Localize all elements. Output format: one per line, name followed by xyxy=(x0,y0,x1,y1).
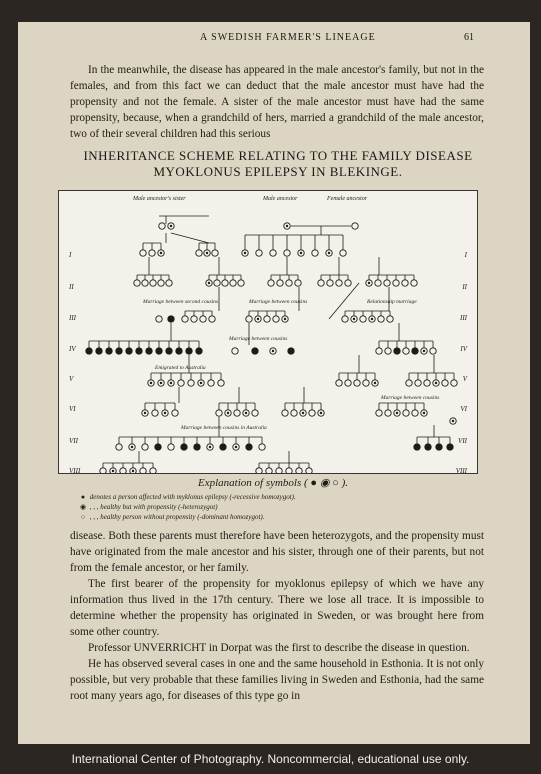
legend-symbol-carrier: ◉ xyxy=(79,503,87,511)
person-symbol-dot xyxy=(368,282,370,284)
person-symbol xyxy=(376,410,382,416)
person-symbol xyxy=(106,348,112,354)
person-symbol xyxy=(375,280,381,286)
person-symbol-dot xyxy=(200,382,202,384)
person-symbol xyxy=(412,410,418,416)
diagram-label: III xyxy=(69,314,76,322)
pedigree-diagram xyxy=(58,190,478,474)
diagram-label: IV xyxy=(69,345,76,353)
person-symbol-dot xyxy=(435,382,437,384)
diagram-label: VIII xyxy=(455,467,467,473)
person-symbol xyxy=(363,380,369,386)
person-symbol xyxy=(309,410,315,416)
person-symbol xyxy=(327,280,333,286)
diagram-label: III xyxy=(460,314,467,322)
person-symbol xyxy=(156,316,162,322)
person-symbol xyxy=(166,348,172,354)
person-symbol xyxy=(402,280,408,286)
person-symbol xyxy=(424,380,430,386)
person-symbol xyxy=(152,410,158,416)
diagram-label: Male ancestor's sister xyxy=(133,196,186,202)
person-symbol xyxy=(86,348,92,354)
legend-text-carrier: , , , healthy but with propensity (-heterozygot) xyxy=(89,503,218,511)
person-symbol xyxy=(150,468,156,473)
person-symbol-dot xyxy=(452,420,454,422)
person-symbol xyxy=(186,348,192,354)
person-symbol xyxy=(246,316,252,322)
person-symbol-dot xyxy=(353,318,355,320)
person-symbol xyxy=(150,280,156,286)
body-paragraph-4: He has observed several cases in one and the same household in Esthonia. It is not only possible, but very probable that these families living in Sweden and Esthonia, had the same root many years ago, for diseases of this type go in xyxy=(70,658,484,702)
pedigree-chart xyxy=(59,191,477,473)
person-symbol xyxy=(403,410,409,416)
person-symbol-dot xyxy=(112,470,114,472)
diagram-label: Marriage between cousins xyxy=(381,395,440,401)
person-symbol xyxy=(194,444,200,450)
person-symbol xyxy=(230,280,236,286)
person-symbol xyxy=(378,316,384,322)
book-page xyxy=(18,22,530,744)
person-symbol xyxy=(126,348,132,354)
person-symbol xyxy=(149,250,155,256)
person-symbol xyxy=(412,348,418,354)
diagram-label: IV xyxy=(460,345,467,353)
diagram-heading-line1: INHERITANCE SCHEME RELATING TO THE FAMILY DISEASE xyxy=(83,148,473,163)
person-symbol xyxy=(451,380,457,386)
person-symbol xyxy=(336,280,342,286)
person-symbol xyxy=(140,468,146,473)
person-symbol xyxy=(306,468,312,473)
person-symbol xyxy=(354,380,360,386)
person-symbol xyxy=(286,468,292,473)
person-symbol xyxy=(447,444,453,450)
person-symbol-dot xyxy=(132,470,134,472)
person-symbol xyxy=(116,348,122,354)
person-symbol-dot xyxy=(302,412,304,414)
diagram-label: Marriage between cousins xyxy=(249,299,308,305)
person-symbol xyxy=(140,250,146,256)
person-symbol xyxy=(385,348,391,354)
person-symbol xyxy=(142,280,148,286)
person-symbol xyxy=(134,280,140,286)
person-symbol xyxy=(246,444,252,450)
person-symbol xyxy=(100,468,106,473)
person-symbol xyxy=(430,348,436,354)
person-symbol-dot xyxy=(272,350,274,352)
person-symbol xyxy=(200,316,206,322)
person-symbol xyxy=(172,410,178,416)
body-text xyxy=(70,528,484,704)
person-symbol xyxy=(276,468,282,473)
person-symbol xyxy=(403,348,409,354)
person-symbol xyxy=(268,280,274,286)
person-symbol-dot xyxy=(245,412,247,414)
person-symbol xyxy=(188,380,194,386)
person-symbol xyxy=(270,250,276,256)
person-symbol xyxy=(220,444,226,450)
person-symbol xyxy=(196,348,202,354)
person-symbol-dot xyxy=(396,412,398,414)
legend-symbol-affected: ● xyxy=(80,493,86,501)
person-symbol xyxy=(340,250,346,256)
person-symbol xyxy=(342,316,348,322)
running-header xyxy=(18,32,530,46)
person-symbol xyxy=(376,348,382,354)
person-symbol xyxy=(166,280,172,286)
person-symbol xyxy=(442,380,448,386)
connector-line xyxy=(171,233,209,243)
legend-row-healthy xyxy=(78,513,264,521)
person-symbol xyxy=(411,280,417,286)
person-symbol xyxy=(414,444,420,450)
diagram-label: Female ancestor xyxy=(327,196,368,202)
person-symbol xyxy=(264,316,270,322)
person-symbol xyxy=(181,444,187,450)
photo-credit: International Center of Photography. Noncommercial, educational use only. xyxy=(71,752,470,766)
person-symbol xyxy=(234,410,240,416)
person-symbol xyxy=(259,444,265,450)
diagram-label: V xyxy=(69,375,74,383)
person-symbol xyxy=(282,410,288,416)
person-symbol-dot xyxy=(170,382,172,384)
person-symbol xyxy=(394,348,400,354)
person-symbol-dot xyxy=(320,412,322,414)
diagram-label: VII xyxy=(458,437,467,445)
person-symbol xyxy=(214,280,220,286)
person-symbol-dot xyxy=(227,412,229,414)
person-symbol xyxy=(178,380,184,386)
diagram-label: VI xyxy=(460,405,467,413)
person-symbol xyxy=(212,250,218,256)
diagram-label: Relationship marriage xyxy=(367,299,417,305)
person-symbol xyxy=(393,280,399,286)
person-symbol xyxy=(182,316,188,322)
person-symbol xyxy=(288,348,294,354)
person-symbol-dot xyxy=(164,412,166,414)
person-symbol-dot xyxy=(244,252,246,254)
person-symbol-dot xyxy=(144,412,146,414)
person-symbol xyxy=(284,250,290,256)
person-symbol-dot xyxy=(208,282,210,284)
running-title: A SWEDISH FARMER'S LINEAGE xyxy=(200,32,376,43)
person-symbol xyxy=(385,410,391,416)
person-symbol xyxy=(191,316,197,322)
person-symbol-dot xyxy=(328,252,330,254)
person-symbol xyxy=(146,348,152,354)
person-symbol-dot xyxy=(374,382,376,384)
legend-symbol-healthy: ○ xyxy=(80,513,86,521)
body-paragraph-2: The first bearer of the propensity for myoklonus epilepsy of which we have any information thus lived in the 17th century. There we lose all trace. It is impossible to determine whether the propensity has originated in Sweden, or was brought here from some other country. xyxy=(70,578,484,638)
diagram-label: VI xyxy=(69,405,76,413)
person-symbol xyxy=(406,380,412,386)
legend-title: Explanation of symbols ( ● ◉ ○ ). xyxy=(198,477,348,489)
legend-text-affected: denotes a person affected with myklonus epilepsy (-recessive homozygot). xyxy=(89,493,296,501)
diagram-label: II xyxy=(462,283,467,291)
person-symbol xyxy=(256,468,262,473)
person-symbol xyxy=(425,444,431,450)
person-symbol xyxy=(286,280,292,286)
person-symbol xyxy=(266,468,272,473)
person-symbol-dot xyxy=(170,225,172,227)
person-symbol xyxy=(216,410,222,416)
person-symbol xyxy=(312,250,318,256)
person-symbol xyxy=(155,444,161,450)
intro-paragraph-block xyxy=(70,62,484,142)
person-symbol xyxy=(222,280,228,286)
person-symbol xyxy=(196,250,202,256)
person-symbol xyxy=(116,444,122,450)
person-symbol xyxy=(387,316,393,322)
person-symbol xyxy=(238,280,244,286)
person-symbol xyxy=(436,444,442,450)
person-symbol-dot xyxy=(371,318,373,320)
person-symbol xyxy=(232,348,238,354)
person-symbol-dot xyxy=(131,446,133,448)
person-symbol xyxy=(296,468,302,473)
person-symbol-dot xyxy=(423,350,425,352)
person-symbol-dot xyxy=(257,318,259,320)
person-symbol xyxy=(96,348,102,354)
person-symbol xyxy=(156,348,162,354)
person-symbol xyxy=(277,280,283,286)
diagram-label: II xyxy=(69,283,74,291)
diagram-label: Emigrated to Australia xyxy=(155,365,206,371)
person-symbol xyxy=(252,410,258,416)
person-symbol xyxy=(252,348,258,354)
person-symbol xyxy=(291,410,297,416)
person-symbol xyxy=(218,380,224,386)
person-symbol xyxy=(345,280,351,286)
diagram-label: Marriage between second cousins xyxy=(143,299,218,305)
person-symbol-dot xyxy=(286,225,288,227)
body-paragraph-1: disease. Both these parents must therefore have been heterozygots, and the propensity must have originated from the male ancestor and his sister, through one of their parents, but not from the female ancestor, or her family. xyxy=(70,530,484,574)
legend-text-healthy: , , , healthy person without propensity (-dominant homozygot). xyxy=(89,513,265,521)
person-symbol xyxy=(142,444,148,450)
person-symbol xyxy=(273,316,279,322)
diagram-heading xyxy=(58,148,498,180)
person-symbol-dot xyxy=(209,446,211,448)
person-symbol xyxy=(176,348,182,354)
diagram-label: V xyxy=(462,375,467,383)
diagram-heading-line2: MYOKLONUS EPILEPSY IN BLEKINGE. xyxy=(153,164,403,179)
person-symbol xyxy=(159,223,165,229)
person-symbol xyxy=(209,316,215,322)
person-symbol-dot xyxy=(206,252,208,254)
person-symbol-dot xyxy=(284,318,286,320)
person-symbol xyxy=(168,444,174,450)
body-paragraph-3: Professor UNVERRICHT in Dorpat was the first to describe the disease in question. xyxy=(88,642,470,654)
person-symbol xyxy=(136,348,142,354)
legend-row-carrier xyxy=(78,503,218,511)
diagram-label: VIII xyxy=(69,467,81,473)
person-symbol xyxy=(295,280,301,286)
diagram-label: VII xyxy=(69,437,78,445)
person-symbol-dot xyxy=(150,382,152,384)
page-number: 61 xyxy=(464,32,474,43)
person-symbol xyxy=(256,250,262,256)
diagram-label: Marriage between cousins xyxy=(229,336,288,342)
diagram-label: I xyxy=(69,251,72,259)
person-symbol xyxy=(345,380,351,386)
person-symbol xyxy=(208,380,214,386)
person-symbol-dot xyxy=(235,446,237,448)
person-symbol-dot xyxy=(160,382,162,384)
diagram-label: I xyxy=(464,251,467,259)
person-symbol xyxy=(158,280,164,286)
intro-paragraph: In the meanwhile, the disease has appeared in the male ancestor's family, but not in the females, and from this fact we can deduct that the male ancestor must have had the propensity and not the female. A sister of the male ancestor must have had the same propensity, because, when a grandchild of hers, married a grandchild of the male ancestor, two of their several children had this serious xyxy=(70,64,484,140)
diagram-label: Marriage between cousins in Australia xyxy=(181,425,267,431)
person-symbol xyxy=(318,280,324,286)
person-symbol-dot xyxy=(423,412,425,414)
person-symbol xyxy=(336,380,342,386)
person-symbol xyxy=(352,223,358,229)
person-symbol xyxy=(360,316,366,322)
diagram-label: Male ancestor xyxy=(263,196,298,202)
person-symbol-dot xyxy=(160,252,162,254)
connector-line xyxy=(329,283,359,319)
person-symbol xyxy=(120,468,126,473)
person-symbol-dot xyxy=(300,252,302,254)
person-symbol xyxy=(415,380,421,386)
person-symbol xyxy=(384,280,390,286)
person-symbol xyxy=(168,316,174,322)
legend-row-affected xyxy=(78,493,296,501)
